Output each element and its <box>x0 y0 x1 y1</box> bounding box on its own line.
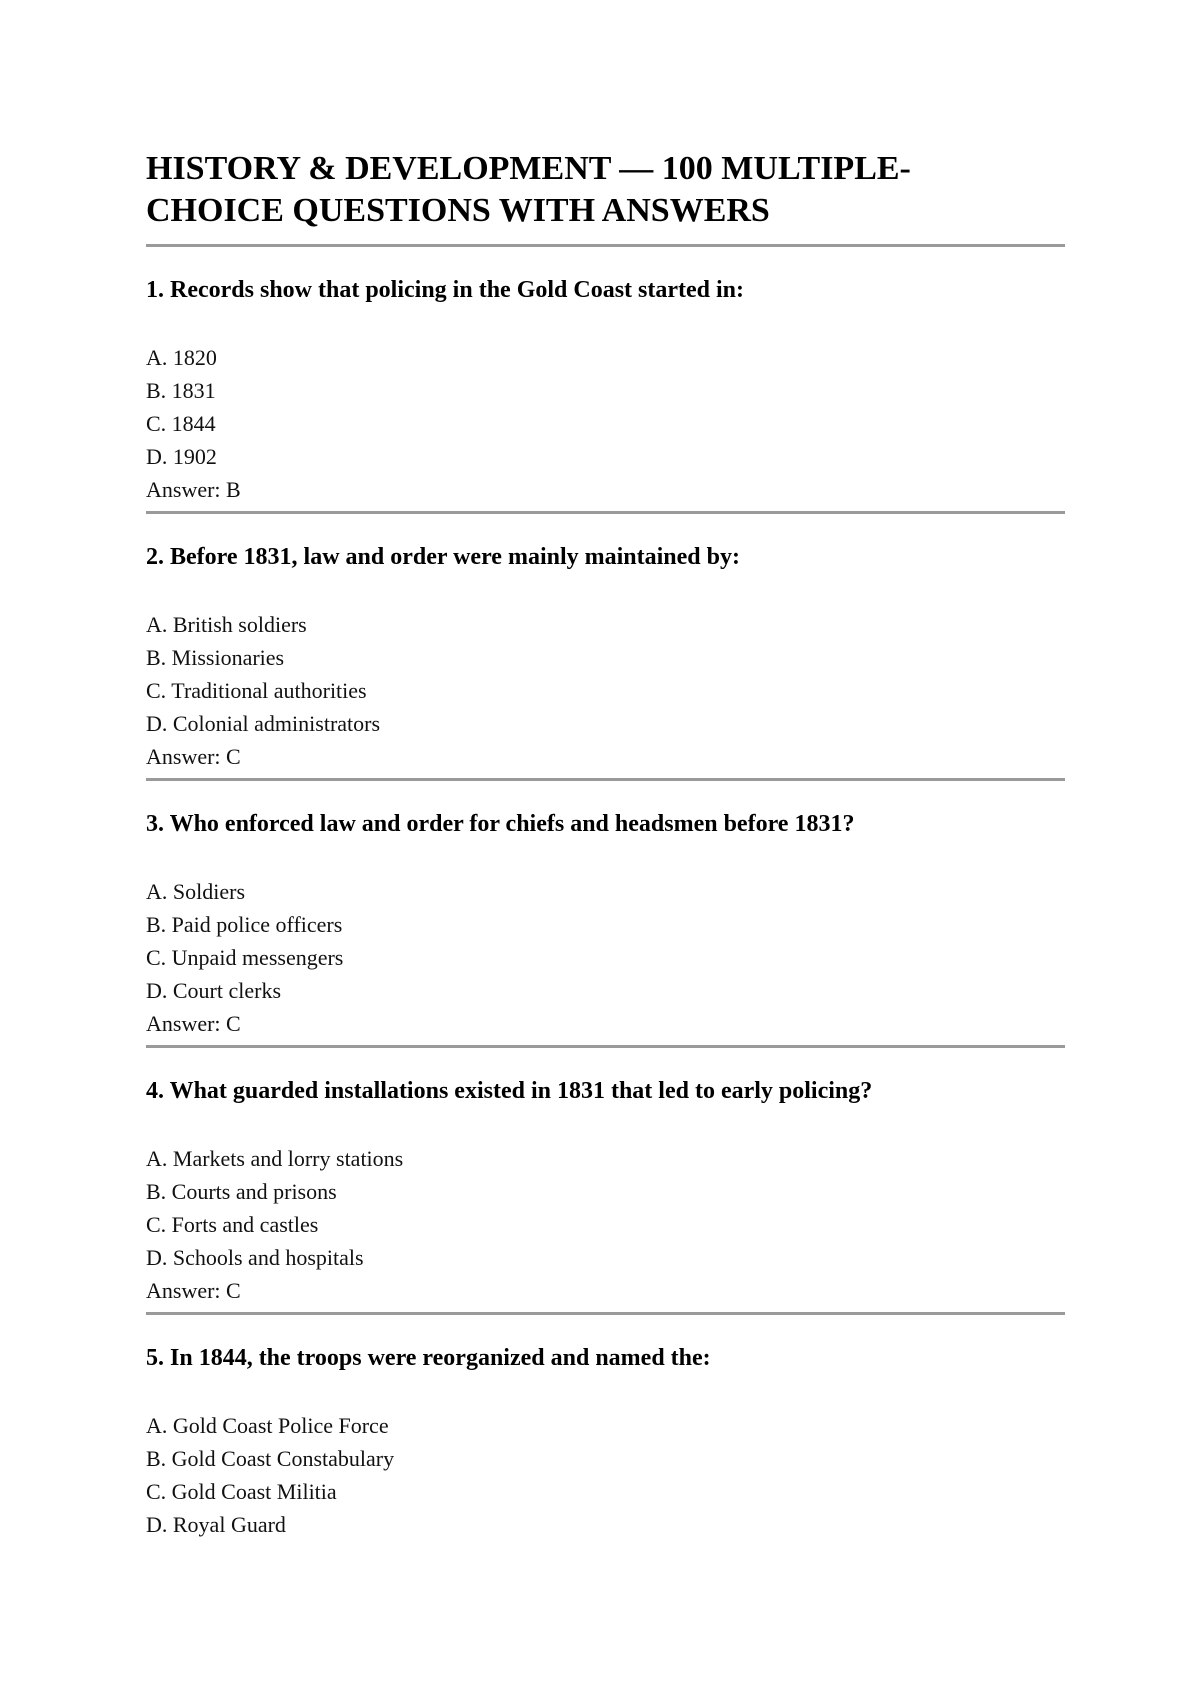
option-b: B. 1831 <box>146 378 216 403</box>
question-2 <box>146 514 1065 781</box>
option-list <box>146 608 1065 740</box>
question-5 <box>146 1315 1065 1541</box>
option-c: C. Forts and castles <box>146 1212 319 1237</box>
option-d: D. Colonial administrators <box>146 711 381 736</box>
question-text: 4. What guarded installations existed in 1831 that led to early policing? <box>146 1078 873 1104</box>
question-text: 3. Who enforced law and order for chiefs and headsmen before 1831? <box>146 811 855 837</box>
option-b: B. Paid police officers <box>146 912 343 937</box>
title-line-2: CHOICE QUESTIONS WITH ANSWERS <box>146 192 770 229</box>
question-3 <box>146 781 1065 1048</box>
option-b: B. Missionaries <box>146 645 285 670</box>
title-line-1: HISTORY & DEVELOPMENT — 100 MULTIPLE- <box>146 150 911 187</box>
option-b: B. Courts and prisons <box>146 1179 337 1204</box>
option-c: C. Unpaid messengers <box>146 945 344 970</box>
option-d: D. 1902 <box>146 444 217 469</box>
answer-text: Answer: C <box>146 744 241 769</box>
answer-text: Answer: C <box>146 1278 241 1303</box>
option-c: C. Gold Coast Militia <box>146 1479 337 1504</box>
document-page <box>146 148 1065 1541</box>
answer-text: Answer: B <box>146 477 241 502</box>
question-text: 1. Records show that policing in the Gold Coast started in: <box>146 277 745 303</box>
option-list <box>146 341 1065 473</box>
option-a: A. Soldiers <box>146 879 245 904</box>
option-list <box>146 1142 1065 1274</box>
option-a: A. British soldiers <box>146 612 307 637</box>
option-b: B. Gold Coast Constabulary <box>146 1446 395 1471</box>
question-1 <box>146 247 1065 514</box>
document-title <box>146 148 1065 232</box>
option-d: D. Schools and hospitals <box>146 1245 364 1270</box>
question-text: 2. Before 1831, law and order were mainly maintained by: <box>146 544 740 570</box>
option-a: A. Markets and lorry stations <box>146 1146 404 1171</box>
option-a: A. Gold Coast Police Force <box>146 1413 389 1438</box>
option-d: D. Royal Guard <box>146 1512 286 1537</box>
option-d: D. Court clerks <box>146 978 282 1003</box>
option-list <box>146 875 1065 1007</box>
question-4 <box>146 1048 1065 1315</box>
option-a: A. 1820 <box>146 345 217 370</box>
option-c: C. Traditional authorities <box>146 678 367 703</box>
answer-text: Answer: C <box>146 1011 241 1036</box>
question-text: 5. In 1844, the troops were reorganized and named the: <box>146 1345 711 1371</box>
option-list <box>146 1409 1065 1541</box>
option-c: C. 1844 <box>146 411 216 436</box>
